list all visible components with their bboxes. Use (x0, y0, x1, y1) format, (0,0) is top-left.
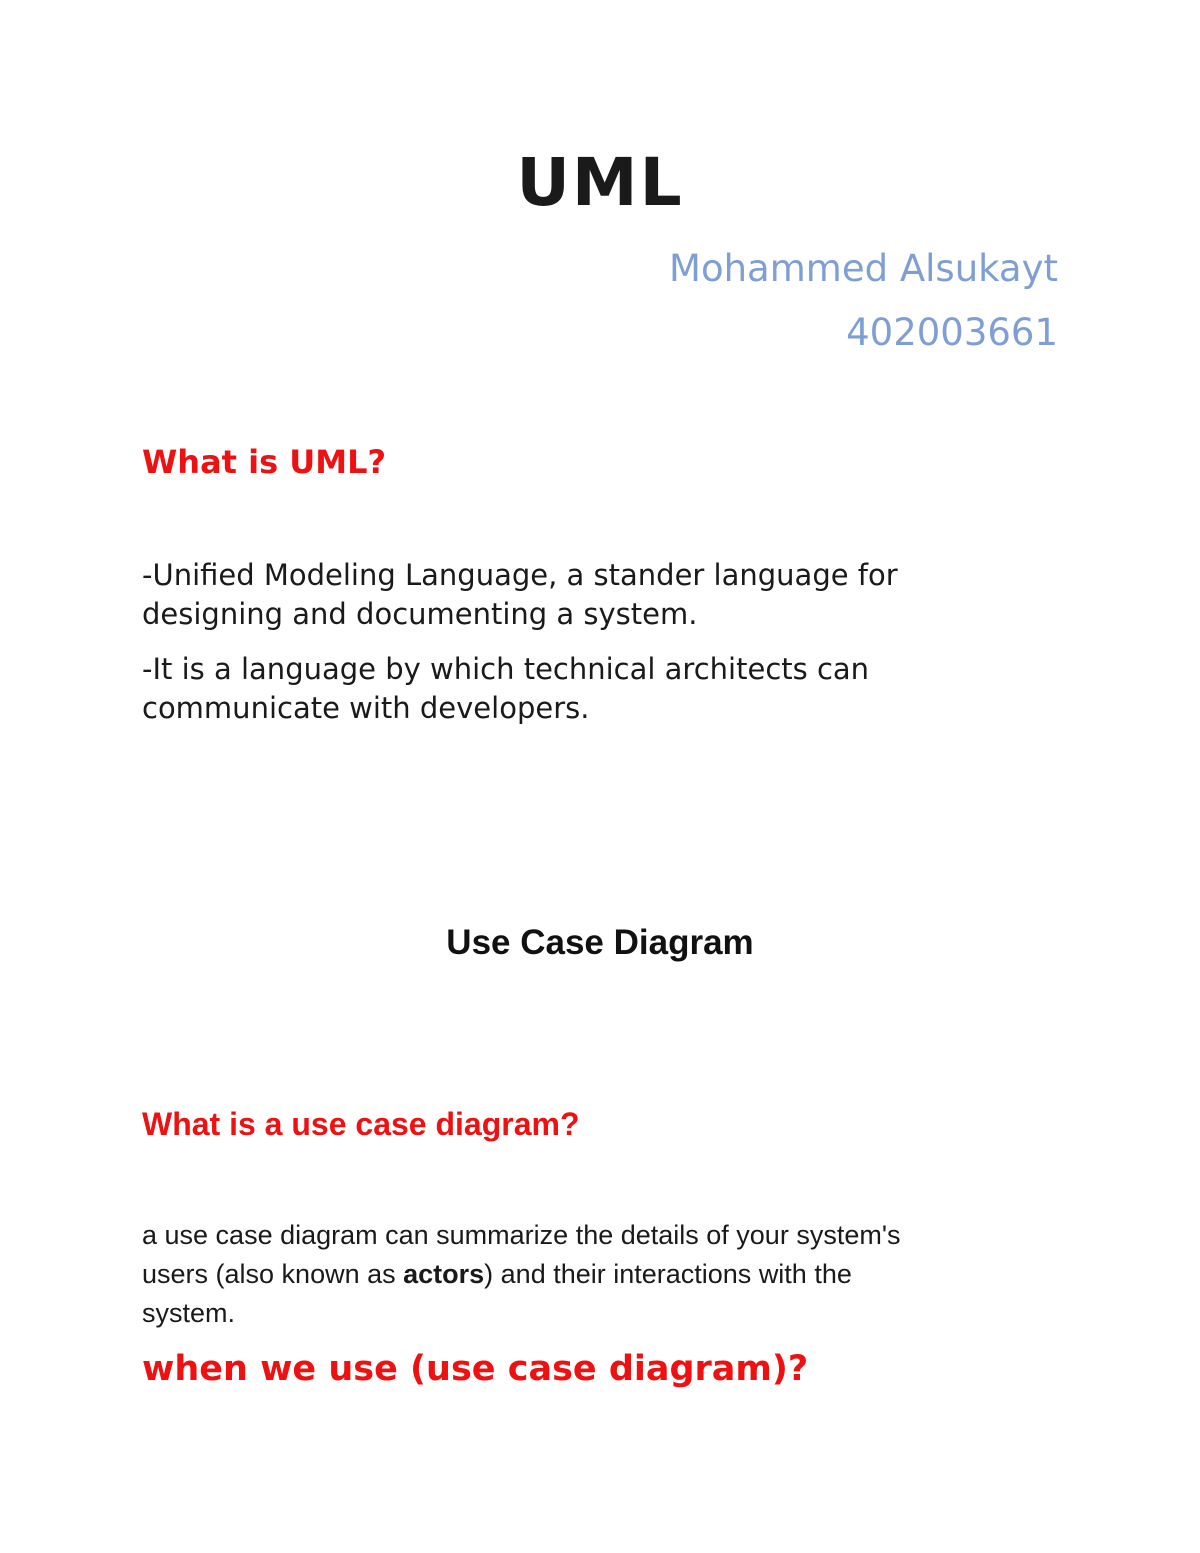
uml-purpose-line-1: -It is a language by which technical architects can (142, 652, 870, 686)
use-case-line-2-end: ) and their interactions with the (484, 1259, 852, 1289)
uml-purpose-line-2: communicate with developers. (142, 691, 590, 725)
use-case-line-1: a use case diagram can summarize the details of your system's (142, 1220, 901, 1250)
document-title: UML (516, 144, 684, 221)
use-case-line-3: system. (142, 1298, 236, 1328)
when-use-case-heading (142, 1346, 808, 1392)
when-inner: use case diagram (426, 1349, 772, 1389)
what-is-use-case-text: What is a use case diagram (142, 1106, 560, 1142)
uml-definition-line-1: -Unified Modeling Language, a stander language for (142, 558, 898, 592)
use-case-definition-paragraph (142, 1216, 900, 1333)
what-is-use-case-heading (142, 1102, 580, 1146)
actors-term: actors (403, 1259, 485, 1289)
open-paren: ( (410, 1349, 427, 1389)
uml-purpose-paragraph (142, 650, 869, 728)
author-name: Mohammed Alsukayt (669, 247, 1058, 290)
when-prefix: when we use (142, 1349, 411, 1389)
use-case-line-2 (142, 1255, 900, 1294)
use-case-diagram-title: Use Case Diagram (446, 923, 754, 962)
what-is-uml-heading: What is UML? (142, 443, 387, 481)
use-case-line-2-start: users (also known as (142, 1259, 404, 1289)
question-mark: ? (559, 1106, 580, 1142)
uml-definition-paragraph (142, 556, 898, 634)
uml-definition-line-2: designing and documenting a system. (142, 597, 698, 631)
close-paren-question: )? (771, 1349, 809, 1389)
student-id: 402003661 (846, 311, 1058, 354)
